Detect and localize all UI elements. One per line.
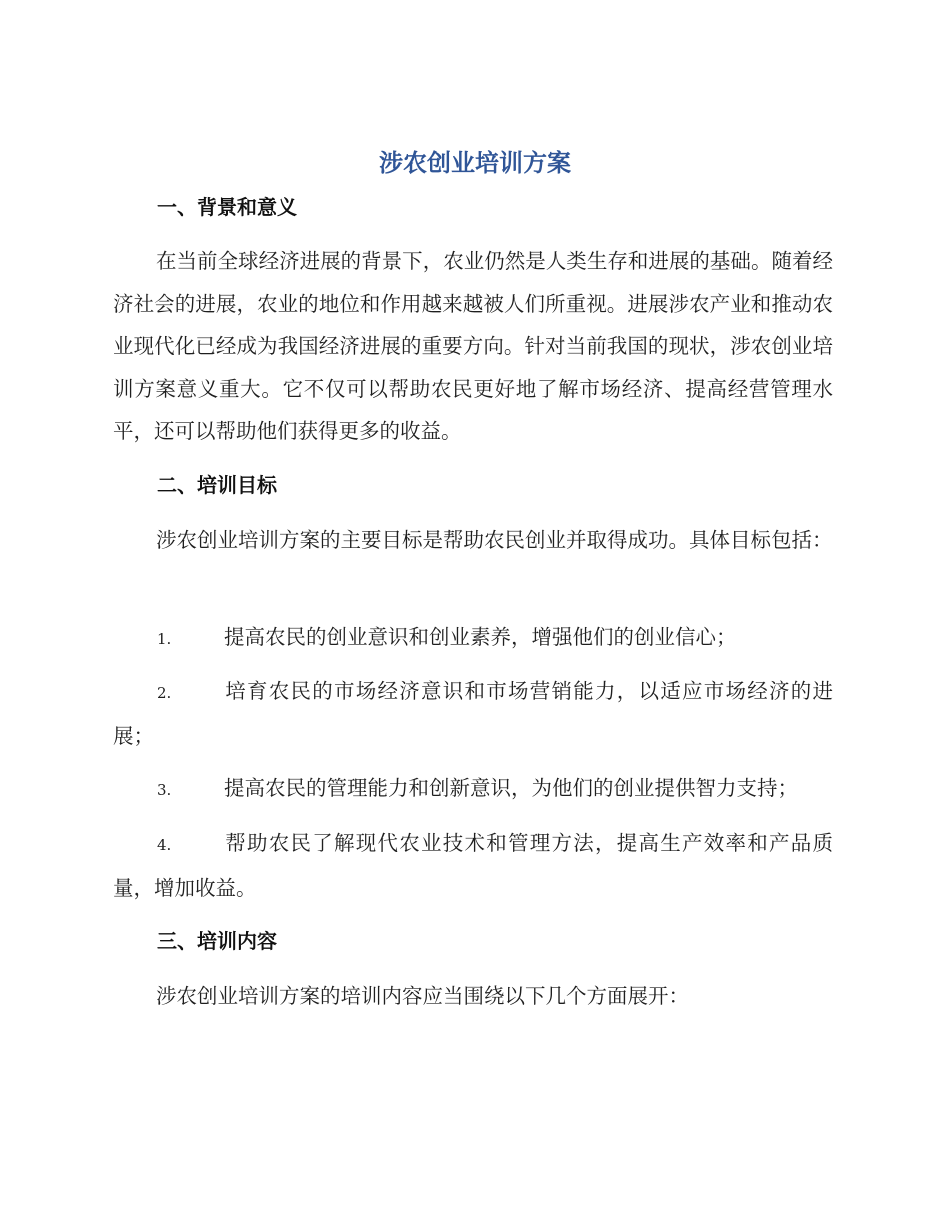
background-paragraph: 在当前全球经济进展的背景下，农业仍然是人类生存和进展的基础。随着经济社会的进展，农业的地位和作用越来越被人们所重视。进展涉农产业和推动农业现代化已经成为我国经济进展的重要方向。针对当前我国的现状，涉农创业培训方案意义重大。它不仅可以帮助农民更好地了解市场经济、提高经营管理水平，还可以帮助他们获得更多的收益。 <box>113 249 833 443</box>
goals-paragraph: 涉农创业培训方案的主要目标是帮助农民创业并取得成功。具体目标包括： <box>156 528 833 552</box>
list-item <box>113 616 833 661</box>
document-title: 涉农创业培训方案 <box>379 149 571 177</box>
list-number: 3. <box>157 781 172 799</box>
section-heading-goals: 二、培训目标 <box>157 473 277 497</box>
list-number: 1. <box>157 630 172 648</box>
section-heading-background: 一、背景和意义 <box>157 195 297 219</box>
list-number: 2. <box>157 684 172 702</box>
content-paragraph: 涉农创业培训方案的培训内容应当围绕以下几个方面展开： <box>156 984 689 1008</box>
list-number: 4. <box>157 836 172 854</box>
section-heading-content: 三、培训内容 <box>157 929 277 953</box>
list-item <box>113 822 833 909</box>
list-item <box>113 670 833 757</box>
list-text: 提高农民的管理能力和创新意识，为他们的创业提供智力支持； <box>224 776 798 800</box>
list-text: 帮助农民了解现代农业技术和管理方法，提高生产效率和产品质量，增加收益。 <box>113 831 833 900</box>
list-text: 提高农民的创业意识和创业素养，增强他们的创业信心； <box>224 625 737 649</box>
list-text: 培育农民的市场经济意识和市场营销能力，以适应市场经济的进展； <box>113 679 833 748</box>
list-item <box>113 767 833 812</box>
